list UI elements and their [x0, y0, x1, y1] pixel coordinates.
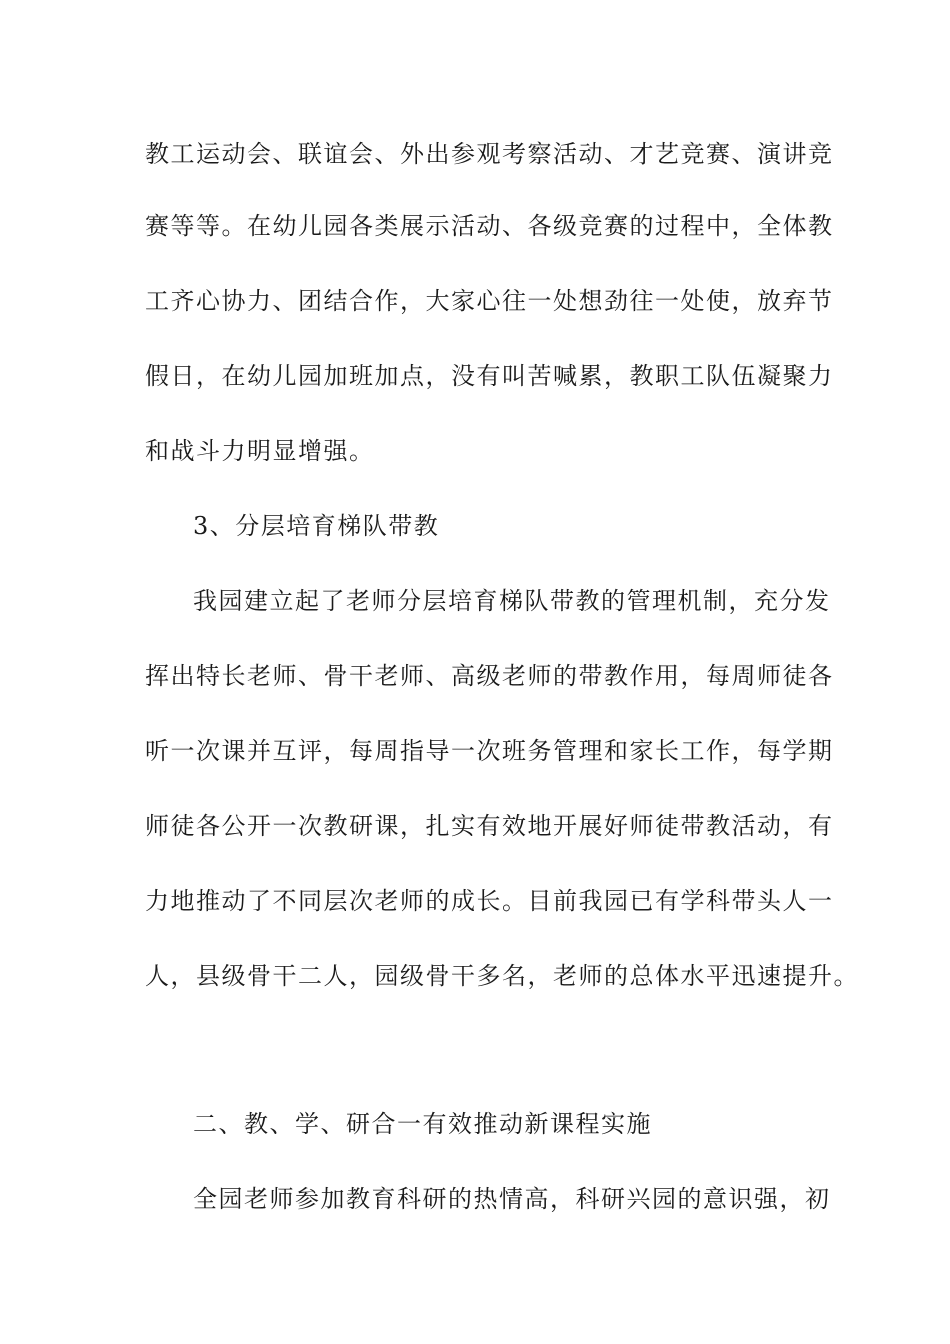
paragraph-line: 全园老师参加教育科研的热情高，科研兴园的意识强，初: [193, 1185, 831, 1213]
paragraph-line: 教工运动会、联谊会、外出参观考察活动、才艺竞赛、演讲竞: [145, 140, 834, 168]
paragraph-line: 听一次课并互评，每周指导一次班务管理和家长工作，每学期: [145, 737, 834, 765]
section-heading: 二、教、学、研合一有效推动新课程实施: [193, 1110, 652, 1138]
paragraph-line: 挥出特长老师、骨干老师、高级老师的带教作用，每周师徒各: [145, 662, 834, 690]
paragraph-line: 人，县级骨干二人，园级骨干多名，老师的总体水平迅速提升。: [145, 962, 859, 990]
paragraph-line: 我园建立起了老师分层培育梯队带教的管理机制，充分发: [193, 587, 831, 615]
paragraph-line: 力地推动了不同层次老师的成长。目前我园已有学科带头人一: [145, 887, 834, 915]
paragraph-line: 假日，在幼儿园加班加点，没有叫苦喊累，教职工队伍凝聚力: [145, 362, 834, 390]
paragraph-line: 和战斗力明显增强。: [145, 437, 375, 465]
paragraph-line: 赛等等。在幼儿园各类展示活动、各级竞赛的过程中，全体教: [145, 212, 834, 240]
section-heading: 3、分层培育梯队带教: [193, 512, 440, 540]
paragraph-line: 师徒各公开一次教研课，扎实有效地开展好师徒带教活动，有: [145, 812, 834, 840]
paragraph-line: 工齐心协力、团结合作，大家心往一处想劲往一处使，放弃节: [145, 287, 834, 315]
